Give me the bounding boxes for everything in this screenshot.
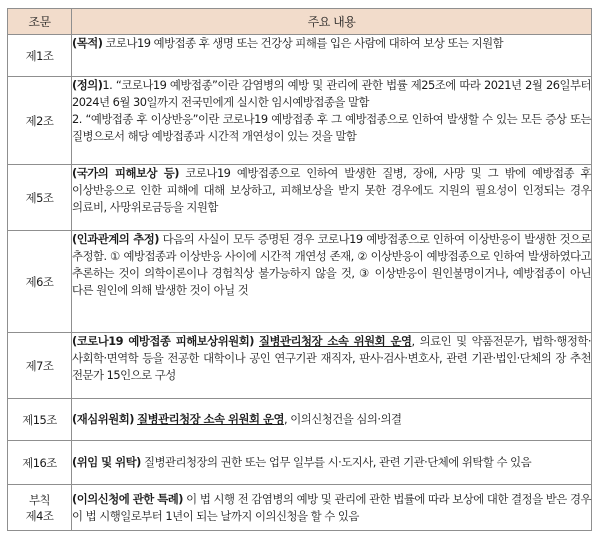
article-number: 제7조 bbox=[8, 333, 72, 399]
article-content bbox=[72, 231, 592, 333]
article-key: (코로나19 예방접종 피해보상위원회) bbox=[72, 334, 254, 348]
table-row bbox=[8, 333, 592, 399]
article-content bbox=[72, 485, 592, 531]
law-summary-table bbox=[7, 8, 592, 531]
article-number: 제2조 bbox=[8, 77, 72, 165]
article-number: 제16조 bbox=[8, 441, 72, 485]
article-number: 부칙 제4조 bbox=[8, 485, 72, 531]
article-content bbox=[72, 399, 592, 441]
header-article: 조문 bbox=[8, 9, 72, 35]
definition-item-1: 1. “코로나19 예방접종”이란 감염병의 예방 및 관리에 관한 법률 제25조에 따라 2021년 2월 26일부터 2024년 6월 30일까지 전국민에게 실시한 임시예방접종을 말함 bbox=[72, 78, 591, 109]
table-row bbox=[8, 231, 592, 333]
article-number: 제6조 bbox=[8, 231, 72, 333]
article-number: 제5조 bbox=[8, 165, 72, 231]
article-key: (국가의 피해보상 등) bbox=[72, 166, 179, 180]
table-row bbox=[8, 485, 592, 531]
table-row bbox=[8, 35, 592, 77]
article-key: (이의신청에 관한 특례) bbox=[72, 491, 183, 506]
article-key: (재심위원회) bbox=[72, 412, 134, 426]
article-content bbox=[72, 333, 592, 399]
article-content bbox=[72, 35, 592, 77]
article-key: (목적) bbox=[72, 36, 103, 50]
article-text: 이 법 시행 전 감염병의 예방 및 관리에 관한 법률에 따라 보상에 대한 결정을 받은 경우 이 법 시행일로부터 1년이 되는 날까지 이의신청을 할 수 있음 bbox=[72, 491, 591, 523]
table-header-row bbox=[8, 9, 592, 35]
article-text: , 이의신청건을 심의·의결 bbox=[284, 412, 402, 426]
definition-item-2: 2. “예방접종 후 이상반응”이란 코로나19 예방접종 후 그 예방접종으로 인하여 발생할 수 있는 모든 증상 또는 질병으로서 해당 예방접종과 시간적 개연성이 있는 것을 말함 bbox=[72, 112, 591, 143]
article-key: (위임 및 위탁) bbox=[72, 455, 141, 469]
article-text: 질병관리청장의 권한 또는 업무 일부를 시·도지사, 관련 기관·단체에 위탁할 수 있음 bbox=[140, 455, 532, 469]
article-content bbox=[72, 441, 592, 485]
article-text: 다음의 사실이 모두 증명된 경우 코로나19 예방접종으로 인하여 이상반응이 발생한 것으로 추정함. ① 예방접종과 이상반응 사이에 시간적 개연성 존재, ② 이상반응이 예방접종으로 인하여 발생하였다고 추론하는 것이 의학이론이나 경험칙상 불가능하지 않을 것, ③ 이상반응이 원인불명이거나, 예방접종이 아닌 다른 원인에 의해 발생한 것이 아닐 것 bbox=[72, 232, 592, 297]
article-key: (정의) bbox=[72, 78, 103, 92]
article-underline: 질병관리청장 소속 위원회 운영 bbox=[137, 412, 285, 426]
article-number: 제1조 bbox=[8, 35, 72, 77]
article-content bbox=[72, 77, 592, 165]
article-text: 코로나19 예방접종 후 생명 또는 건강상 피해를 입은 사람에 대하여 보상 또는 지원함 bbox=[102, 36, 504, 50]
article-underline: 질병관리청장 소속 위원회 운영 bbox=[258, 334, 412, 348]
table-row bbox=[8, 441, 592, 485]
table-row bbox=[8, 399, 592, 441]
article-content bbox=[72, 165, 592, 231]
article-number: 제15조 bbox=[8, 399, 72, 441]
article-text: , 의료인 및 약품전문가, 법학·행정학·사회학·면역학 등을 전공한 대학이나 공인 연구기관 재직자, 판사·검사·변호사, 관련 기관·법인·단체의 장 추천 전문가 15인으로 구성 bbox=[72, 334, 592, 382]
header-content: 주요 내용 bbox=[72, 9, 592, 35]
article-text: 코로나19 예방접종으로 인하여 발생한 질병, 장애, 사망 및 그 밖에 예방접종 후 이상반응으로 인한 피해에 대해 보상하고, 피해보상을 받지 못한 경우에도 지원의 필요성이 인정되는 경우 의료비, 사망위로금등을 지원함 bbox=[72, 166, 591, 214]
table-row bbox=[8, 77, 592, 165]
table-row bbox=[8, 165, 592, 231]
article-key: (인과관계의 추정) bbox=[72, 232, 159, 246]
